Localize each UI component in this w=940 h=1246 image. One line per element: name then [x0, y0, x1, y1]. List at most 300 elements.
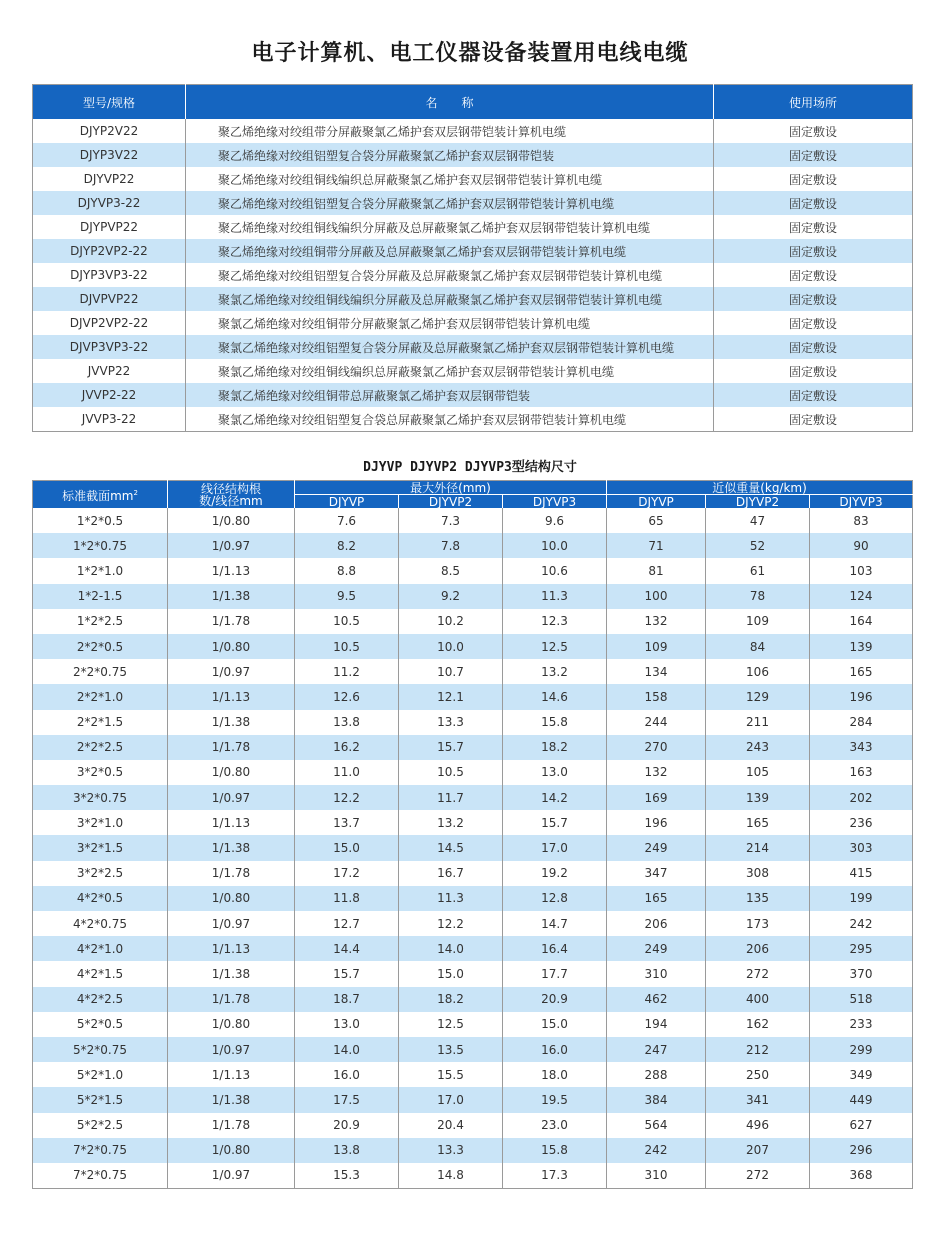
cell-diameter-djyvp2: 10.0 [399, 634, 503, 659]
table-row [33, 810, 913, 835]
cell-wire: 1/0.97 [168, 1037, 295, 1062]
cell-wire: 1/1.38 [168, 961, 295, 986]
cell-weight-djyvp2: 206 [706, 936, 810, 961]
cell-section: 7*2*0.75 [33, 1163, 168, 1189]
cell-model: DJYVP3-22 [33, 191, 186, 215]
cell-section: 7*2*0.75 [33, 1138, 168, 1163]
cell-weight-djyvp2: 109 [706, 609, 810, 634]
table-row [33, 191, 913, 215]
cell-diameter-djyvp3: 14.6 [503, 684, 607, 709]
cell-weight-djyvp: 196 [607, 810, 706, 835]
cell-diameter-djyvp: 11.8 [295, 886, 399, 911]
cell-diameter-djyvp2: 13.3 [399, 1138, 503, 1163]
cell-wire: 1/0.97 [168, 533, 295, 558]
cell-name: 聚乙烯绝缘对绞组带分屏蔽聚氯乙烯护套双层钢带铠装计算机电缆 [186, 119, 714, 143]
cell-weight-djyvp2: 211 [706, 710, 810, 735]
cell-weight-djyvp: 310 [607, 1163, 706, 1189]
cell-use: 固定敷设 [714, 407, 913, 432]
cell-weight-djyvp3: 296 [810, 1138, 913, 1163]
cell-diameter-djyvp3: 16.0 [503, 1037, 607, 1062]
cell-weight-djyvp: 65 [607, 508, 706, 533]
cell-weight-djyvp2: 61 [706, 558, 810, 583]
table-row [33, 634, 913, 659]
cell-use: 固定敷设 [714, 383, 913, 407]
cell-diameter-djyvp2: 14.8 [399, 1163, 503, 1189]
header-approx-weight: 近似重量(kg/km) [607, 481, 913, 495]
cell-section: 5*2*2.5 [33, 1113, 168, 1138]
cell-name: 聚乙烯绝缘对绞组铜线编织总屏蔽聚氯乙烯护套双层钢带铠装计算机电缆 [186, 167, 714, 191]
table-row [33, 119, 913, 143]
cell-section: 5*2*0.75 [33, 1037, 168, 1062]
cell-wire: 1/0.80 [168, 886, 295, 911]
cell-diameter-djyvp2: 20.4 [399, 1113, 503, 1138]
cell-weight-djyvp2: 250 [706, 1062, 810, 1087]
cell-diameter-djyvp2: 15.5 [399, 1062, 503, 1087]
table-row [33, 335, 913, 359]
cell-use: 固定敷设 [714, 311, 913, 335]
cell-diameter-djyvp2: 12.2 [399, 911, 503, 936]
cell-diameter-djyvp: 13.8 [295, 710, 399, 735]
cell-weight-djyvp: 158 [607, 684, 706, 709]
subheader-diameter-djyvp: DJYVP [295, 495, 399, 509]
cell-weight-djyvp3: 233 [810, 1012, 913, 1037]
cell-weight-djyvp3: 368 [810, 1163, 913, 1189]
cell-weight-djyvp3: 415 [810, 861, 913, 886]
cell-name: 聚乙烯绝缘对绞组铝塑复合袋分屏蔽及总屏蔽聚氯乙烯护套双层钢带铠装计算机电缆 [186, 263, 714, 287]
cell-weight-djyvp: 242 [607, 1138, 706, 1163]
cell-section: 4*2*1.0 [33, 936, 168, 961]
cell-diameter-djyvp2: 8.5 [399, 558, 503, 583]
cell-weight-djyvp3: 164 [810, 609, 913, 634]
table-row [33, 684, 913, 709]
cell-weight-djyvp3: 103 [810, 558, 913, 583]
cell-weight-djyvp3: 139 [810, 634, 913, 659]
cell-diameter-djyvp3: 10.6 [503, 558, 607, 583]
cell-weight-djyvp: 310 [607, 961, 706, 986]
cell-section: 3*2*2.5 [33, 861, 168, 886]
cell-weight-djyvp2: 207 [706, 1138, 810, 1163]
cell-section: 2*2*1.0 [33, 684, 168, 709]
cell-weight-djyvp: 169 [607, 785, 706, 810]
cell-diameter-djyvp: 17.2 [295, 861, 399, 886]
cell-weight-djyvp2: 341 [706, 1087, 810, 1112]
cell-weight-djyvp2: 129 [706, 684, 810, 709]
cell-diameter-djyvp: 16.2 [295, 735, 399, 760]
cell-use: 固定敷设 [714, 167, 913, 191]
cell-model: DJYP3VP3-22 [33, 263, 186, 287]
cell-diameter-djyvp3: 12.8 [503, 886, 607, 911]
cell-diameter-djyvp3: 19.2 [503, 861, 607, 886]
cell-section: 1*2*0.75 [33, 533, 168, 558]
cell-use: 固定敷设 [714, 143, 913, 167]
table-row [33, 659, 913, 684]
cell-weight-djyvp: 247 [607, 1037, 706, 1062]
table-row [33, 1087, 913, 1112]
subheader-weight-djyvp: DJYVP [607, 495, 706, 509]
cell-weight-djyvp3: 242 [810, 911, 913, 936]
cell-diameter-djyvp3: 12.5 [503, 634, 607, 659]
table-row [33, 760, 913, 785]
cell-model: DJVP2VP2-22 [33, 311, 186, 335]
subheader-diameter-djyvp2: DJYVP2 [399, 495, 503, 509]
cell-weight-djyvp: 194 [607, 1012, 706, 1037]
cell-diameter-djyvp: 20.9 [295, 1113, 399, 1138]
cell-weight-djyvp2: 139 [706, 785, 810, 810]
cell-weight-djyvp2: 106 [706, 659, 810, 684]
cell-weight-djyvp3: 199 [810, 886, 913, 911]
table-row [33, 287, 913, 311]
table-row [33, 263, 913, 287]
cell-weight-djyvp: 100 [607, 584, 706, 609]
cell-weight-djyvp2: 165 [706, 810, 810, 835]
cell-wire: 1/1.78 [168, 609, 295, 634]
section-subtitle: DJYVP DJYVP2 DJYVP3型结构尺寸 [363, 460, 577, 475]
cell-section: 5*2*0.5 [33, 1012, 168, 1037]
cell-wire: 1/1.78 [168, 861, 295, 886]
table-row [33, 311, 913, 335]
table-row [33, 961, 913, 986]
cell-use: 固定敷设 [714, 263, 913, 287]
header-max-diameter: 最大外径(mm) [295, 481, 607, 495]
cell-diameter-djyvp3: 23.0 [503, 1113, 607, 1138]
cell-diameter-djyvp: 18.7 [295, 987, 399, 1012]
cell-diameter-djyvp: 15.7 [295, 961, 399, 986]
cell-diameter-djyvp3: 11.3 [503, 584, 607, 609]
table-row [33, 936, 913, 961]
header-section-label: 标准截面mm [62, 489, 134, 503]
subheader-diameter-djyvp3: DJYVP3 [503, 495, 607, 509]
cell-diameter-djyvp2: 12.5 [399, 1012, 503, 1037]
cell-diameter-djyvp: 13.8 [295, 1138, 399, 1163]
table-row [33, 1062, 913, 1087]
cell-diameter-djyvp3: 14.7 [503, 911, 607, 936]
table-row [33, 359, 913, 383]
cell-diameter-djyvp: 16.0 [295, 1062, 399, 1087]
cell-diameter-djyvp: 12.7 [295, 911, 399, 936]
cell-diameter-djyvp3: 15.7 [503, 810, 607, 835]
cell-diameter-djyvp: 14.0 [295, 1037, 399, 1062]
page-title: 电子计算机、电工仪器设备装置用电线电缆 [251, 41, 689, 66]
cell-section: 3*2*1.0 [33, 810, 168, 835]
cell-model: DJYP2VP2-22 [33, 239, 186, 263]
cell-weight-djyvp2: 173 [706, 911, 810, 936]
table-row [33, 143, 913, 167]
cell-model: DJYVP22 [33, 167, 186, 191]
cell-diameter-djyvp: 8.2 [295, 533, 399, 558]
cell-wire: 1/1.13 [168, 936, 295, 961]
cell-section: 4*2*2.5 [33, 987, 168, 1012]
cell-diameter-djyvp: 13.7 [295, 810, 399, 835]
cell-weight-djyvp3: 163 [810, 760, 913, 785]
header-use: 使用场所 [714, 85, 913, 120]
cell-weight-djyvp: 249 [607, 835, 706, 860]
cell-weight-djyvp2: 84 [706, 634, 810, 659]
cell-wire: 1/0.97 [168, 659, 295, 684]
cell-diameter-djyvp2: 13.2 [399, 810, 503, 835]
cell-weight-djyvp2: 272 [706, 961, 810, 986]
cell-use: 固定敷设 [714, 335, 913, 359]
cell-diameter-djyvp3: 17.3 [503, 1163, 607, 1189]
cell-section: 2*2*0.75 [33, 659, 168, 684]
cell-name: 聚乙烯绝缘对绞组铝塑复合袋分屏蔽聚氯乙烯护套双层钢带铠装 [186, 143, 714, 167]
cell-section: 1*2-1.5 [33, 584, 168, 609]
table-row [33, 1037, 913, 1062]
cell-weight-djyvp: 462 [607, 987, 706, 1012]
cell-diameter-djyvp2: 10.5 [399, 760, 503, 785]
cell-diameter-djyvp: 14.4 [295, 936, 399, 961]
table-row [33, 1113, 913, 1138]
table-row [33, 609, 913, 634]
cell-wire: 1/1.13 [168, 1062, 295, 1087]
subheader-weight-djyvp3: DJYVP3 [810, 495, 913, 509]
cell-section: 3*2*0.5 [33, 760, 168, 785]
cell-weight-djyvp2: 162 [706, 1012, 810, 1037]
cell-weight-djyvp2: 272 [706, 1163, 810, 1189]
cell-weight-djyvp3: 202 [810, 785, 913, 810]
cell-use: 固定敷设 [714, 215, 913, 239]
cell-name: 聚乙烯绝缘对绞组铝塑复合袋分屏蔽聚氯乙烯护套双层钢带铠装计算机电缆 [186, 191, 714, 215]
cell-section: 4*2*0.75 [33, 911, 168, 936]
cell-model: JVVP3-22 [33, 407, 186, 432]
header-wire-line1: 线径结构根 [200, 481, 261, 496]
table-row [33, 835, 913, 860]
cell-diameter-djyvp2: 18.2 [399, 987, 503, 1012]
cell-diameter-djyvp3: 17.7 [503, 961, 607, 986]
cell-weight-djyvp3: 284 [810, 710, 913, 735]
cell-diameter-djyvp3: 18.0 [503, 1062, 607, 1087]
cell-section: 2*2*1.5 [33, 710, 168, 735]
cell-use: 固定敷设 [714, 119, 913, 143]
cell-weight-djyvp3: 370 [810, 961, 913, 986]
cell-diameter-djyvp2: 16.7 [399, 861, 503, 886]
cell-weight-djyvp: 132 [607, 609, 706, 634]
cell-wire: 1/1.38 [168, 1087, 295, 1112]
cell-name: 聚氯乙烯绝缘对绞组铜带总屏蔽聚氯乙烯护套双层钢带铠装 [186, 383, 714, 407]
cell-model: DJYP2V22 [33, 119, 186, 143]
cell-name: 聚氯乙烯绝缘对绞组铜线编织分屏蔽及总屏蔽聚氯乙烯护套双层钢带铠装计算机电缆 [186, 287, 714, 311]
table-row [33, 584, 913, 609]
cell-diameter-djyvp2: 7.8 [399, 533, 503, 558]
cell-section: 1*2*1.0 [33, 558, 168, 583]
cell-wire: 1/1.78 [168, 987, 295, 1012]
cell-weight-djyvp: 244 [607, 710, 706, 735]
cell-diameter-djyvp2: 14.5 [399, 835, 503, 860]
table-header-row [33, 481, 913, 495]
cell-diameter-djyvp: 11.0 [295, 760, 399, 785]
cell-diameter-djyvp2: 11.3 [399, 886, 503, 911]
cell-weight-djyvp: 270 [607, 735, 706, 760]
cell-diameter-djyvp3: 13.0 [503, 760, 607, 785]
cell-weight-djyvp2: 400 [706, 987, 810, 1012]
cell-weight-djyvp: 109 [607, 634, 706, 659]
table-row [33, 886, 913, 911]
table-row [33, 710, 913, 735]
cell-weight-djyvp: 347 [607, 861, 706, 886]
cell-diameter-djyvp: 7.6 [295, 508, 399, 533]
table-row [33, 1012, 913, 1037]
header-model: 型号/规格 [33, 85, 186, 120]
cell-diameter-djyvp: 10.5 [295, 634, 399, 659]
cell-diameter-djyvp: 17.5 [295, 1087, 399, 1112]
cell-weight-djyvp2: 78 [706, 584, 810, 609]
cell-weight-djyvp3: 349 [810, 1062, 913, 1087]
cell-wire: 1/1.38 [168, 835, 295, 860]
cell-diameter-djyvp2: 10.7 [399, 659, 503, 684]
cell-diameter-djyvp3: 12.3 [503, 609, 607, 634]
cell-section: 2*2*2.5 [33, 735, 168, 760]
cell-weight-djyvp: 288 [607, 1062, 706, 1087]
cell-use: 固定敷设 [714, 287, 913, 311]
cell-wire: 1/1.13 [168, 810, 295, 835]
cell-diameter-djyvp3: 18.2 [503, 735, 607, 760]
cell-weight-djyvp: 81 [607, 558, 706, 583]
cell-wire: 1/1.38 [168, 584, 295, 609]
cell-diameter-djyvp: 8.8 [295, 558, 399, 583]
cell-diameter-djyvp2: 14.0 [399, 936, 503, 961]
cell-diameter-djyvp: 10.5 [295, 609, 399, 634]
structure-size-table [32, 480, 913, 1189]
cell-diameter-djyvp2: 11.7 [399, 785, 503, 810]
cell-diameter-djyvp3: 15.8 [503, 1138, 607, 1163]
cell-diameter-djyvp2: 12.1 [399, 684, 503, 709]
cell-diameter-djyvp3: 9.6 [503, 508, 607, 533]
cell-weight-djyvp3: 449 [810, 1087, 913, 1112]
table-row [33, 785, 913, 810]
cell-diameter-djyvp: 9.5 [295, 584, 399, 609]
cell-weight-djyvp3: 83 [810, 508, 913, 533]
cell-use: 固定敷设 [714, 359, 913, 383]
cell-name: 聚氯乙烯绝缘对绞组铝塑复合袋总屏蔽聚氯乙烯护套双层钢带铠装计算机电缆 [186, 407, 714, 432]
cell-wire: 1/0.80 [168, 1138, 295, 1163]
table-row [33, 167, 913, 191]
cell-model: DJVP3VP3-22 [33, 335, 186, 359]
header-section [33, 481, 168, 509]
cell-diameter-djyvp3: 15.0 [503, 1012, 607, 1037]
table-row [33, 239, 913, 263]
cell-diameter-djyvp3: 13.2 [503, 659, 607, 684]
cell-diameter-djyvp3: 17.0 [503, 835, 607, 860]
cell-section: 3*2*1.5 [33, 835, 168, 860]
cell-diameter-djyvp: 13.0 [295, 1012, 399, 1037]
header-section-sup: 2 [133, 489, 138, 497]
cell-weight-djyvp: 134 [607, 659, 706, 684]
cell-model: DJVPVP22 [33, 287, 186, 311]
table-row [33, 861, 913, 886]
cell-weight-djyvp: 564 [607, 1113, 706, 1138]
cell-name: 聚氯乙烯绝缘对绞组铜带分屏蔽聚氯乙烯护套双层钢带铠装计算机电缆 [186, 311, 714, 335]
cell-section: 2*2*0.5 [33, 634, 168, 659]
cell-weight-djyvp3: 236 [810, 810, 913, 835]
cell-weight-djyvp3: 295 [810, 936, 913, 961]
cell-diameter-djyvp3: 14.2 [503, 785, 607, 810]
table-row [33, 383, 913, 407]
cell-section: 1*2*0.5 [33, 508, 168, 533]
subheader-weight-djyvp2: DJYVP2 [706, 495, 810, 509]
table-row [33, 1138, 913, 1163]
cell-diameter-djyvp: 11.2 [295, 659, 399, 684]
cell-diameter-djyvp2: 13.5 [399, 1037, 503, 1062]
cell-wire: 1/1.78 [168, 1113, 295, 1138]
cell-diameter-djyvp3: 15.8 [503, 710, 607, 735]
cell-diameter-djyvp3: 16.4 [503, 936, 607, 961]
cell-name: 聚乙烯绝缘对绞组铜带分屏蔽及总屏蔽聚氯乙烯护套双层钢带铠装计算机电缆 [186, 239, 714, 263]
cell-diameter-djyvp3: 19.5 [503, 1087, 607, 1112]
cell-diameter-djyvp3: 20.9 [503, 987, 607, 1012]
cell-model: JVVP22 [33, 359, 186, 383]
cell-diameter-djyvp2: 15.7 [399, 735, 503, 760]
cell-wire: 1/0.80 [168, 508, 295, 533]
cell-weight-djyvp: 165 [607, 886, 706, 911]
cell-model: DJYPVP22 [33, 215, 186, 239]
table-row [33, 558, 913, 583]
table-row [33, 407, 913, 432]
cell-model: DJYP3V22 [33, 143, 186, 167]
cell-diameter-djyvp2: 7.3 [399, 508, 503, 533]
cell-weight-djyvp2: 52 [706, 533, 810, 558]
cell-diameter-djyvp: 12.6 [295, 684, 399, 709]
cell-name: 聚乙烯绝缘对绞组铜线编织分屏蔽及总屏蔽聚氯乙烯护套双层钢带铠装计算机电缆 [186, 215, 714, 239]
cell-weight-djyvp2: 212 [706, 1037, 810, 1062]
cell-wire: 1/0.97 [168, 1163, 295, 1189]
table-row [33, 735, 913, 760]
header-wire-line2: 数/线径mm [199, 493, 263, 508]
table-row [33, 1163, 913, 1189]
cell-weight-djyvp: 132 [607, 760, 706, 785]
cell-wire: 1/1.13 [168, 684, 295, 709]
cell-section: 5*2*1.5 [33, 1087, 168, 1112]
cell-weight-djyvp: 384 [607, 1087, 706, 1112]
cell-weight-djyvp3: 90 [810, 533, 913, 558]
cell-use: 固定敷设 [714, 191, 913, 215]
cell-wire: 1/0.80 [168, 634, 295, 659]
cell-weight-djyvp2: 135 [706, 886, 810, 911]
header-wire-structure [168, 481, 295, 509]
cell-diameter-djyvp3: 10.0 [503, 533, 607, 558]
cell-weight-djyvp2: 214 [706, 835, 810, 860]
cell-weight-djyvp2: 308 [706, 861, 810, 886]
cell-weight-djyvp: 249 [607, 936, 706, 961]
table-header-row [33, 85, 913, 120]
cell-diameter-djyvp: 15.0 [295, 835, 399, 860]
cell-weight-djyvp2: 496 [706, 1113, 810, 1138]
cell-weight-djyvp3: 343 [810, 735, 913, 760]
cell-weight-djyvp2: 243 [706, 735, 810, 760]
cell-weight-djyvp3: 627 [810, 1113, 913, 1138]
cell-diameter-djyvp2: 15.0 [399, 961, 503, 986]
cell-diameter-djyvp: 12.2 [295, 785, 399, 810]
cell-wire: 1/1.13 [168, 558, 295, 583]
cell-use: 固定敷设 [714, 239, 913, 263]
cell-name: 聚氯乙烯绝缘对绞组铜线编织总屏蔽聚氯乙烯护套双层钢带铠装计算机电缆 [186, 359, 714, 383]
header-name: 名 称 [186, 85, 714, 120]
cell-diameter-djyvp2: 10.2 [399, 609, 503, 634]
table-row [33, 508, 913, 533]
cell-wire: 1/0.97 [168, 785, 295, 810]
cell-name: 聚氯乙烯绝缘对绞组铝塑复合袋分屏蔽及总屏蔽聚氯乙烯护套双层钢带铠装计算机电缆 [186, 335, 714, 359]
cell-diameter-djyvp2: 17.0 [399, 1087, 503, 1112]
cell-wire: 1/1.78 [168, 735, 295, 760]
cell-weight-djyvp2: 105 [706, 760, 810, 785]
cell-section: 4*2*1.5 [33, 961, 168, 986]
cell-wire: 1/0.80 [168, 760, 295, 785]
cable-model-table [32, 84, 913, 432]
cell-wire: 1/0.80 [168, 1012, 295, 1037]
cell-weight-djyvp3: 165 [810, 659, 913, 684]
cell-weight-djyvp: 206 [607, 911, 706, 936]
cell-diameter-djyvp2: 9.2 [399, 584, 503, 609]
cell-diameter-djyvp: 15.3 [295, 1163, 399, 1189]
cell-weight-djyvp3: 124 [810, 584, 913, 609]
